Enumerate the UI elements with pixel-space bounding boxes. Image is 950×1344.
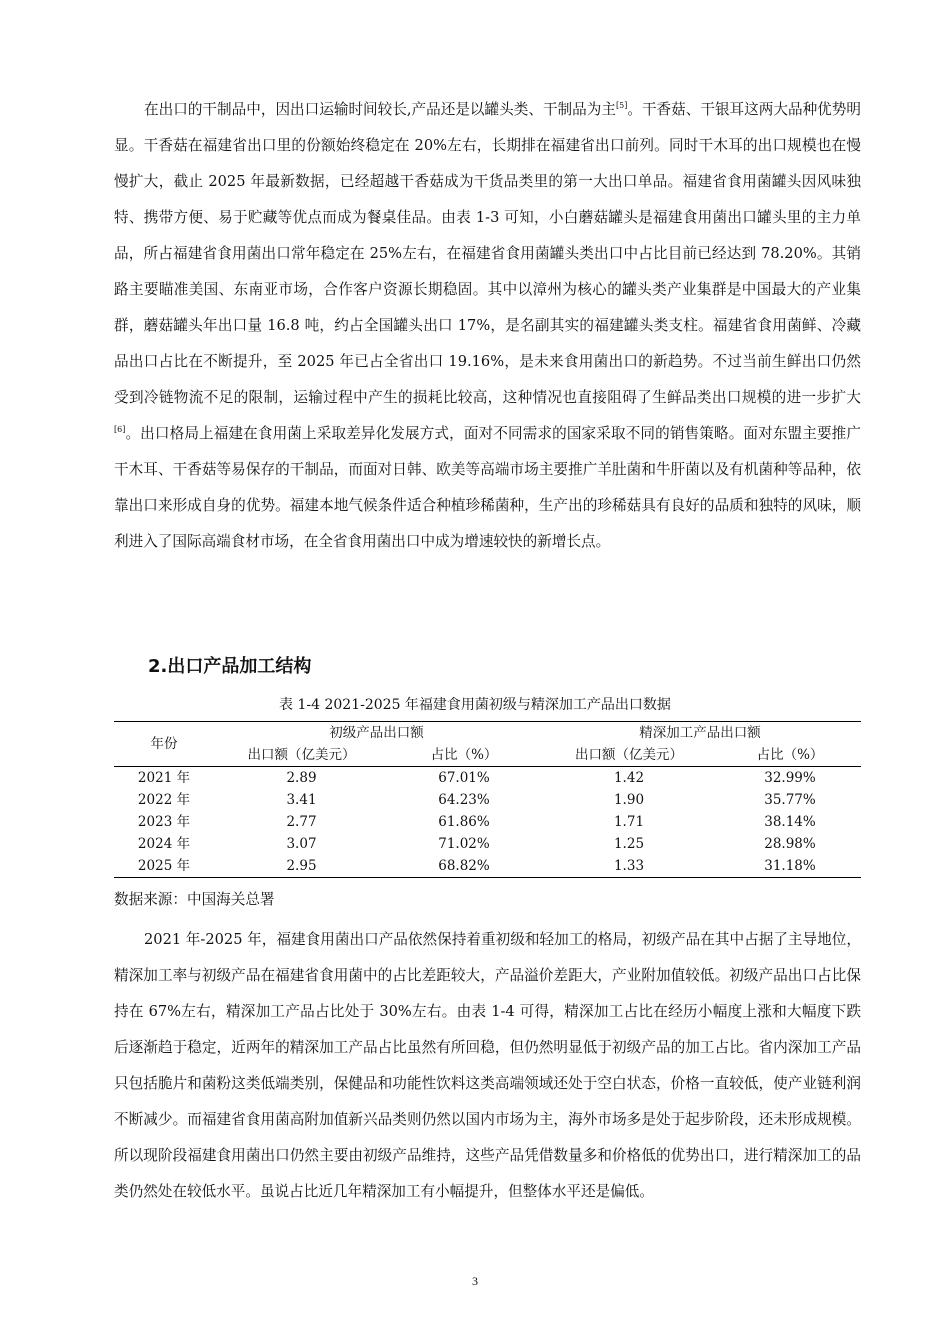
deep-amount-cell: 1.42 [613,770,645,786]
table-row [114,811,861,833]
deep-share-cell: 32.99% [764,770,816,786]
deep-share-cell: 28.98% [764,836,816,852]
deep-share-header: 占比（%） [719,744,861,767]
primary-amount-cell: 3.41 [286,792,317,808]
paragraph-1-text-a: 在出口的干制品中，因出口运输时间较长,产品还是以罐头类、干制品为主 [144,101,616,118]
section-heading: 2.出口产品加工结构 [148,656,312,677]
deep-amount-header: 出口额（亿美元） [539,744,719,767]
table-header-row [114,722,861,745]
table-row [114,767,861,790]
table-caption: 表 1-4 2021-2025 年福建食用菌初级与精深加工产品出口数据 [279,697,671,713]
deep-amount-cell: 1.25 [613,836,645,852]
deep-amount-cell: 1.33 [539,855,719,878]
deep-amount-cell: 1.90 [613,792,645,808]
body-paragraph-1 [114,92,861,560]
page-number: 3 [472,1274,478,1288]
table-row [114,833,861,855]
year-cell: 2024 年 [137,836,191,852]
primary-amount-cell: 2.95 [214,855,389,878]
deep-amount-cell: 1.71 [613,814,645,830]
year-cell: 2022 年 [137,792,191,808]
year-header: 年份 [114,722,214,767]
primary-group-header: 初级产品出口额 [214,722,539,745]
primary-share-cell: 64.23% [438,792,490,808]
data-source-note: 数据来源：中国海关总署 [114,891,275,908]
year-cell: 2021 年 [137,770,191,786]
deep-group-header: 精深加工产品出口额 [539,722,861,745]
citation-6[interactable]: [6] [114,425,126,435]
primary-share-cell: 68.82% [389,855,539,878]
primary-amount-cell: 2.77 [286,814,317,830]
deep-share-cell: 31.18% [719,855,861,878]
export-data-table [114,721,861,878]
year-cell: 2023 年 [137,814,191,830]
body-paragraph-2 [114,922,861,1210]
deep-share-cell: 38.14% [764,814,816,830]
paragraph-1-text-b: 。干香菇、干银耳这两大品种优势明显。干香菇在福建省出口里的份额始终稳定在 20%左右，长期排在福建省出口前列。同时干木耳的出口规模也在慢慢扩大，截止 2025 年最新数据，已经超越干香菇成为干货品类里的第一大出口单品。福建省食用菌罐头因风味独特、携带方便、易于贮藏等优点而成为餐桌佳品。由表 1-3 可知，小白蘑菇罐头是福建食用菌出口罐头里的主力单品，所占福建省食用菌出口常年稳定在 25%左右，在福建省食用菌罐头类出口中占比目前已经达到 78.20%。其销路主要瞄准美国、东南亚市场，合作客户资源长期稳固。其中以漳州为核心的罐头类产业集群是中国最大的产业集群，蘑菇罐头年出口量 16.8 吨，约占全国罐头出口 17%，是名副其实的福建罐头类支柱。福建省食用菌鲜、冷藏品出口占比在不断提升，至 2025 年已占全省出口 19.16%，是未来食用菌出口的新趋势。不过当前生鲜出口仍然受到冷链物流不足的限制，运输过程中产生的损耗比较高，这种情况也直接阻碍了生鲜品类出口规模的进一步扩大 [114,101,861,406]
year-cell: 2025 年 [114,855,214,878]
table-subheader-row [114,744,861,767]
citation-5[interactable]: [5] [615,101,628,111]
paragraph-1-text-c: 。出口格局上福建在食用菌上采取差异化发展方式，面对不同需求的国家采取不同的销售策略。面对东盟主要推广干木耳、干香菇等易保存的干制品，而面对日韩、欧美等高端市场主要推广羊肚菌和牛肝菌以及有机菌种等品种，依靠出口来形成自身的优势。福建本地气候条件适合种植珍稀菌种，生产出的珍稀菇具有良好的品质和独特的风味，顺利进入了国际高端食材市场，在全省食用菌出口中成为增速较快的新增长点。 [114,425,861,550]
primary-amount-cell: 3.07 [286,836,317,852]
primary-share-header: 占比（%） [389,744,539,767]
table-row [114,855,861,878]
primary-amount-header: 出口额（亿美元） [214,744,389,767]
primary-share-cell: 67.01% [438,770,490,786]
paragraph-2-text: 2021 年-2025 年，福建食用菌出口产品依然保持着重初级和轻加工的格局，初级产品在其中占据了主导地位，精深加工率与初级产品在福建省食用菌中的占比差距较大，产品溢价差距大，产业附加值较低。初级产品出口占比保持在 67%左右，精深加工产品占比处于 30%左右。由表 1-4 可得，精深加工占比在经历小幅度上涨和大幅度下跌后逐渐趋于稳定，近两年的精深加工产品占比虽然有所回稳，但仍然明显低于初级产品的加工占比。省内深加工产品只包括脆片和菌粉这类低端类别，保健品和功能性饮料这类高端领域还处于空白状态，价格一直较低，使产业链利润不断减少。而福建省食用菌高附加值新兴品类则仍然以国内市场为主，海外市场多是处于起步阶段，还未形成规模。所以现阶段福建食用菌出口仍然主要由初级产品维持，这些产品凭借数量多和价格低的优势出口，进行精深加工的品类仍然处在较低水平。虽说占比近几年精深加工有小幅提升，但整体水平还是偏低。 [114,931,861,1200]
primary-share-cell: 61.86% [438,814,490,830]
primary-amount-cell: 2.89 [286,770,317,786]
deep-share-cell: 35.77% [764,792,816,808]
primary-share-cell: 71.02% [438,836,490,852]
table-row [114,789,861,811]
